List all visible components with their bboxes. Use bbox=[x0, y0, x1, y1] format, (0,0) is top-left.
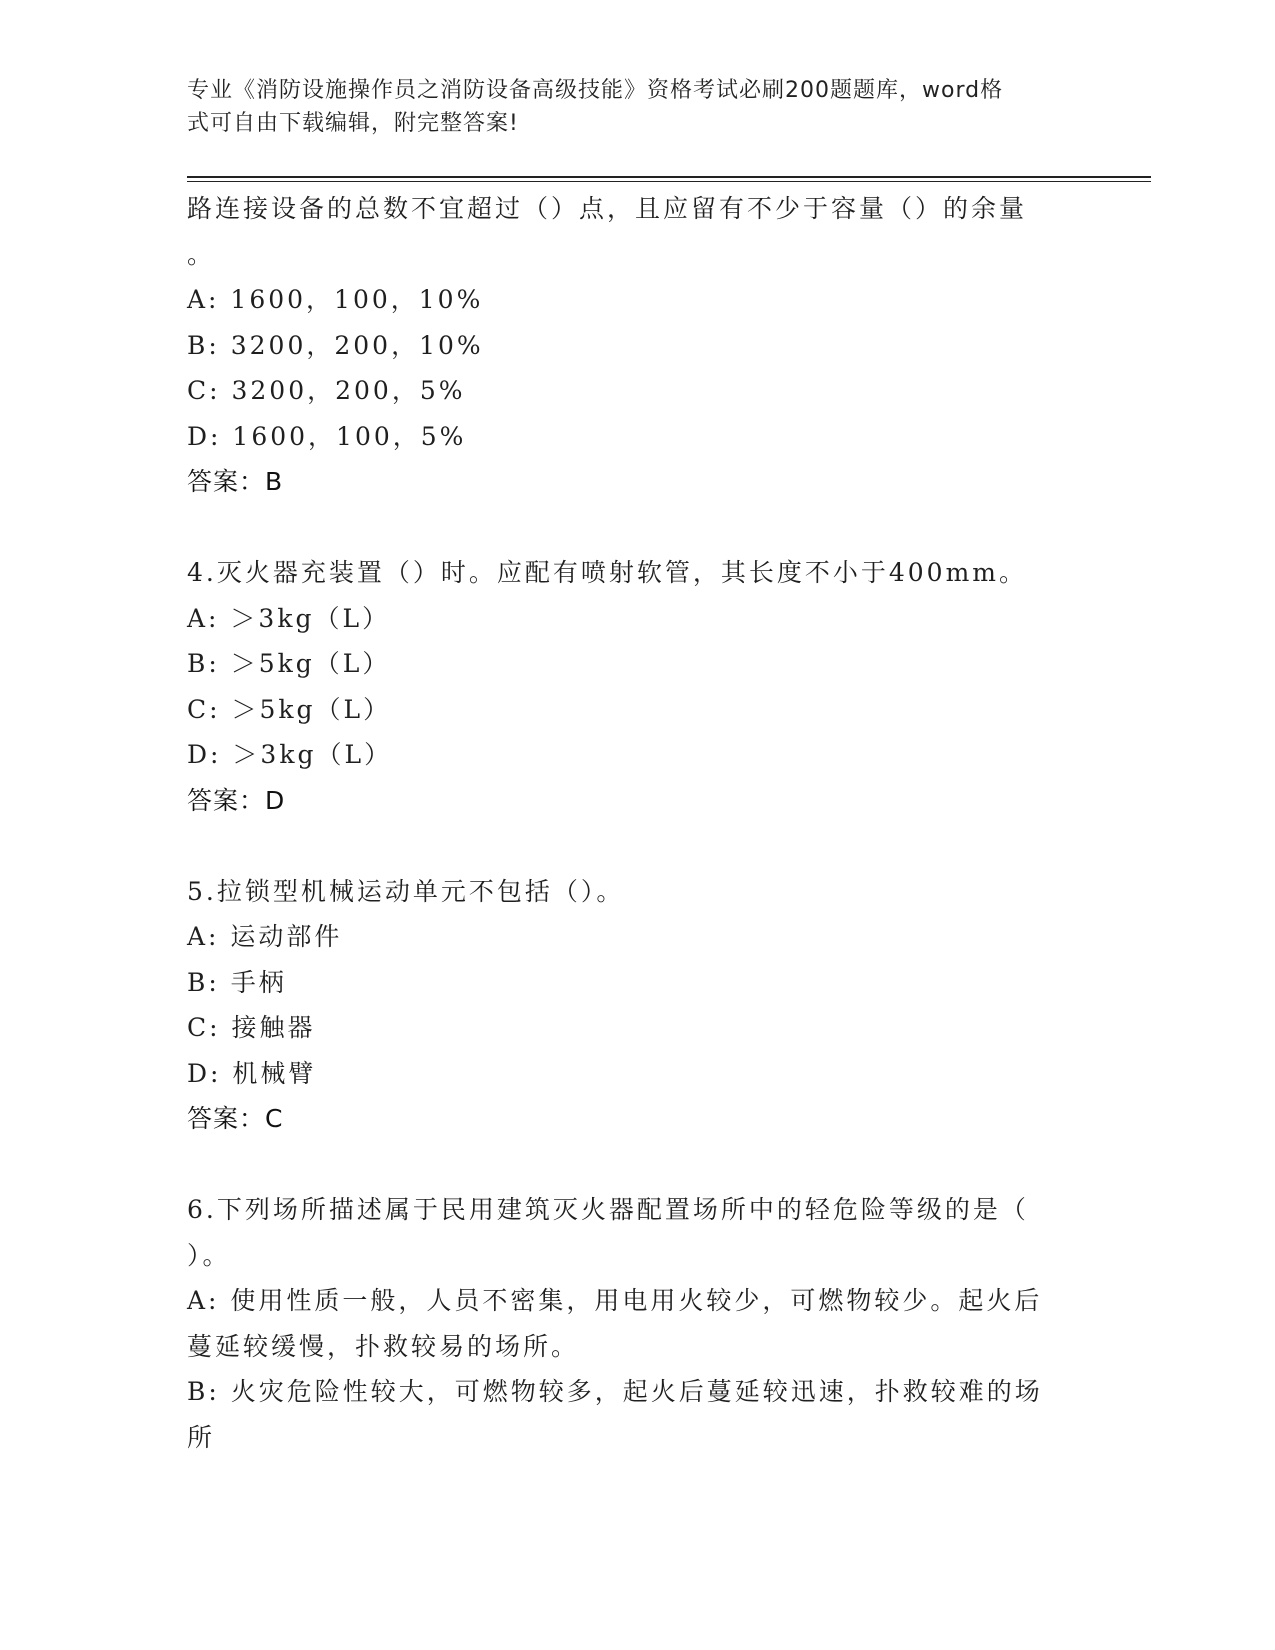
question-content bbox=[187, 186, 1067, 1460]
option-d: D: 1600，100，5% bbox=[187, 421, 467, 451]
question-stem: 5.拉锁型机械运动单元不包括（）。 bbox=[187, 876, 625, 906]
option-a: A: 使用性质一般，人员不密集，用电用火较少，可燃物较少。起火后 bbox=[187, 1286, 1043, 1315]
question-stem: 路连接设备的总数不宜超过（）点，且应留有不少于容量（）的余量 bbox=[187, 194, 1028, 223]
question-5 bbox=[187, 869, 1067, 1142]
option-b: B: 手柄 bbox=[187, 967, 287, 997]
answer-line: 答案：D bbox=[187, 785, 286, 815]
spacer bbox=[187, 505, 1067, 551]
option-c: C: 接触器 bbox=[187, 1013, 316, 1042]
header-line-2: 式可自由下载编辑，附完整答案! bbox=[187, 111, 519, 136]
option-a: A: 运动部件 bbox=[187, 922, 343, 951]
option-c: C: ＞5kg（L） bbox=[187, 694, 392, 724]
question-stem-continued: ）。 bbox=[187, 1240, 231, 1270]
question-3 bbox=[187, 186, 1067, 505]
header-line-1: 专业《消防设施操作员之消防设备高级技能》资格考试必刷200题题库，word格 bbox=[187, 78, 1004, 103]
question-4 bbox=[187, 550, 1067, 823]
option-c: C: 3200，200，5% bbox=[187, 376, 466, 405]
option-b: B: ＞5kg（L） bbox=[187, 649, 391, 678]
option-d: D: 机械臂 bbox=[187, 1058, 317, 1088]
option-a-continued: 蔓延较缓慢，扑救较易的场所。 bbox=[187, 1331, 580, 1361]
spacer bbox=[187, 1142, 1067, 1188]
header-rule-thick bbox=[187, 176, 1151, 178]
option-a: A: ＞3kg（L） bbox=[187, 603, 391, 633]
document-header bbox=[187, 74, 1077, 140]
option-b: B: 3200，200，10% bbox=[187, 330, 484, 360]
option-b-continued: 所 bbox=[187, 1422, 216, 1452]
spacer bbox=[187, 823, 1067, 869]
question-stem: 4.灭火器充装置（）时。应配有喷射软管，其长度不小于400mm。 bbox=[187, 558, 1027, 587]
option-b: B: 火灾危险性较大，可燃物较多，起火后蔓延较迅速，扑救较难的场 bbox=[187, 1377, 1043, 1406]
answer-line: 答案：C bbox=[187, 1104, 284, 1133]
header-rule-thin bbox=[187, 181, 1151, 182]
option-d: D: ＞3kg（L） bbox=[187, 740, 393, 769]
option-a: A: 1600，100，10% bbox=[187, 285, 484, 314]
answer-line: 答案：B bbox=[187, 467, 284, 496]
question-stem-continued: 。 bbox=[187, 239, 216, 269]
question-stem: 6.下列场所描述属于民用建筑灭火器配置场所中的轻危险等级的是（ bbox=[187, 1195, 1029, 1224]
question-6 bbox=[187, 1187, 1067, 1460]
